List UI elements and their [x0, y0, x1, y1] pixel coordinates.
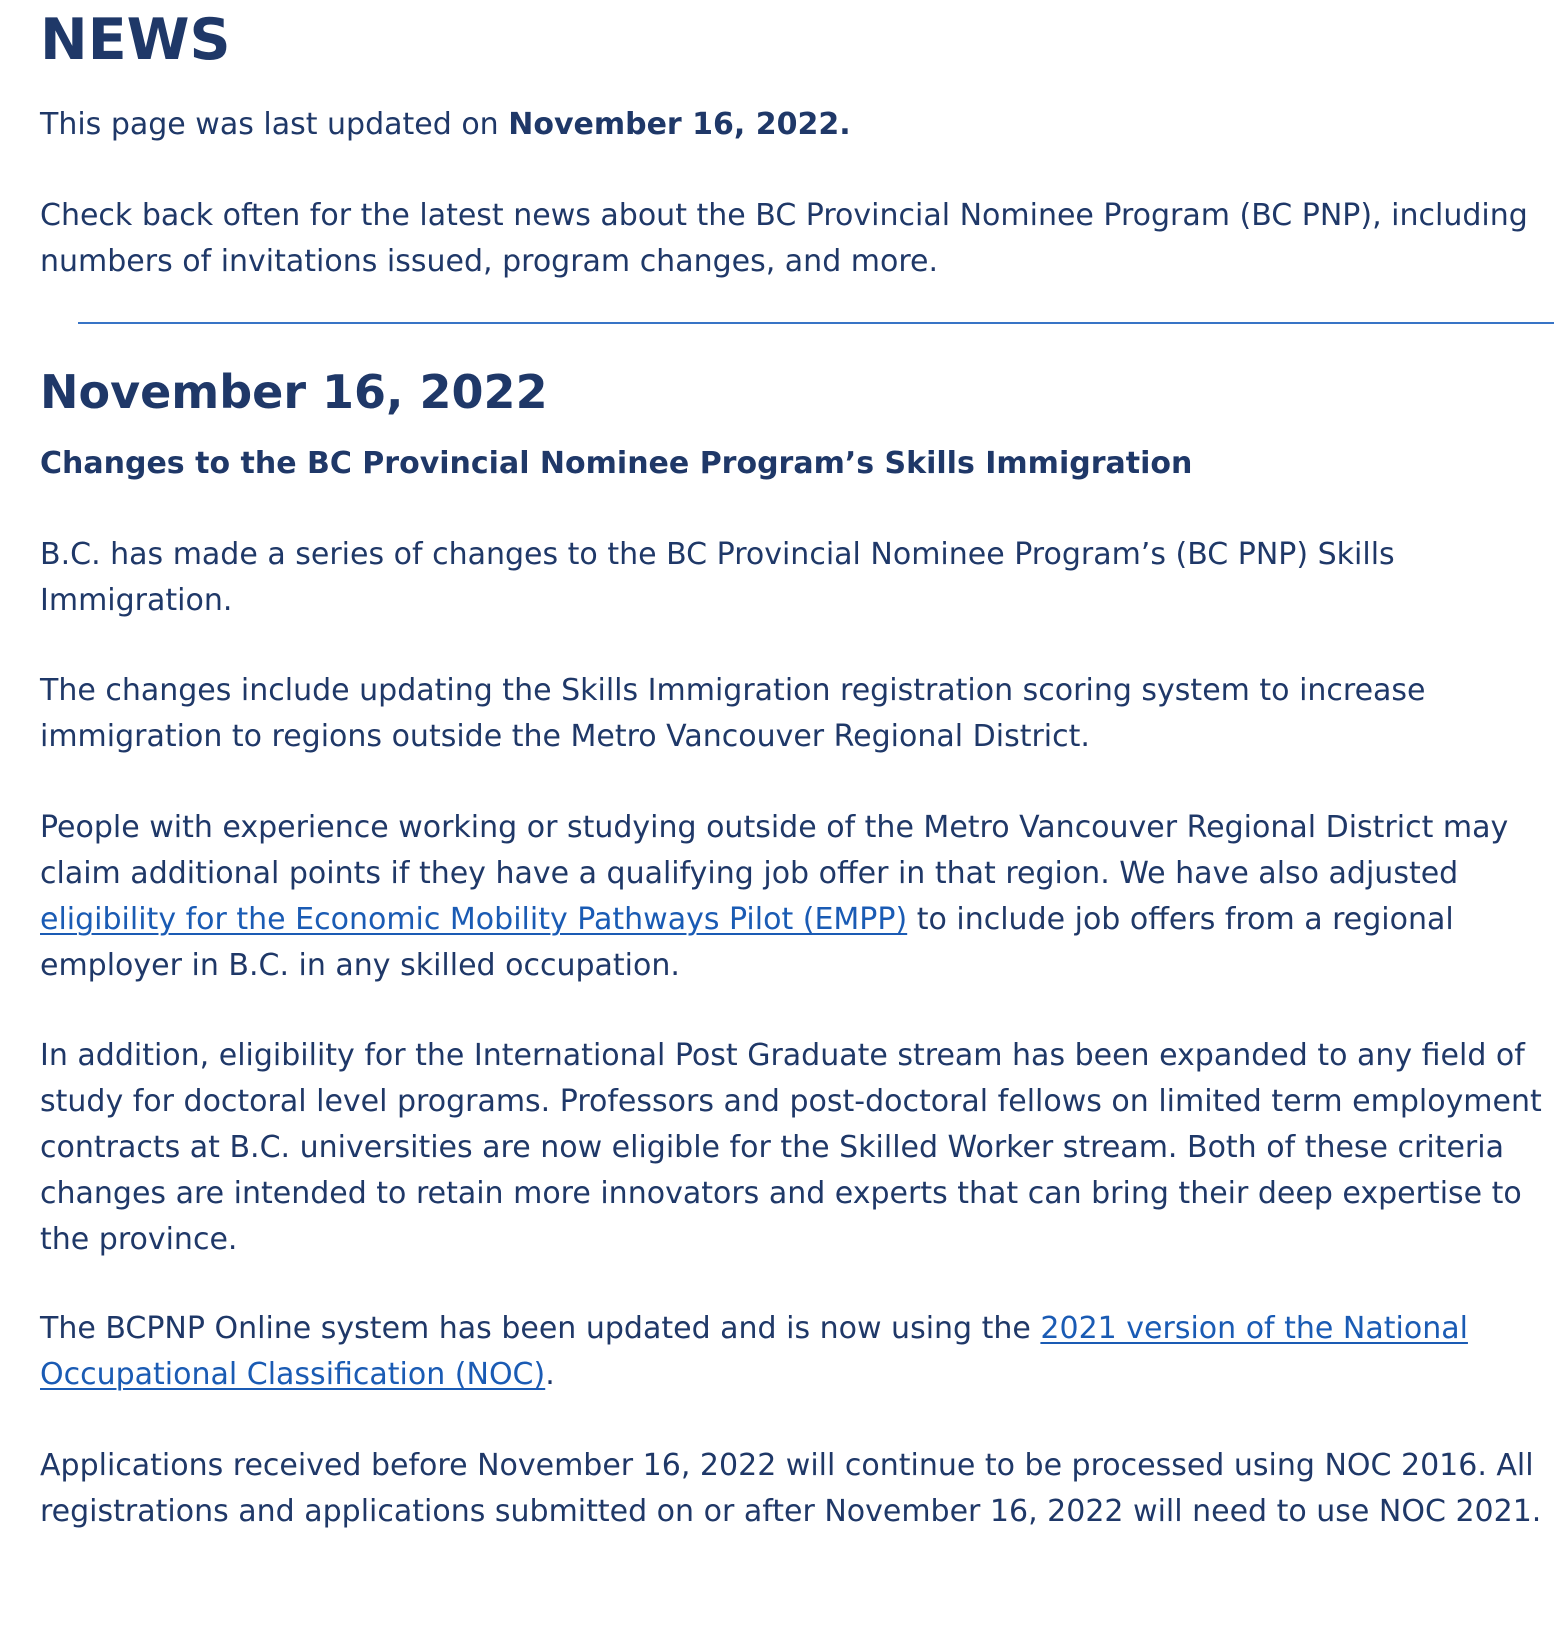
entry-paragraph-3 — [40, 805, 1520, 989]
entry-subtitle: Changes to the BC Provincial Nominee Program’s Skills Immigration — [40, 446, 1193, 481]
noc-2021-link[interactable]: 2021 version of the National — [1040, 1311, 1468, 1346]
paragraph-line: the province. — [40, 1222, 238, 1257]
intro-line: numbers of invitations issued, program changes, and more. — [40, 244, 939, 279]
section-divider — [78, 322, 1554, 324]
entry-paragraph-5 — [40, 1306, 1520, 1398]
paragraph-line: claim additional points if they have a qualifying job offer in that region. We have also adjusted — [40, 856, 1459, 891]
intro-line: Check back often for the latest news about the BC Provincial Nominee Program (BC PNP), including — [40, 198, 1528, 233]
entry-paragraph-4 — [40, 1033, 1542, 1263]
paragraph-line: contracts at B.C. universities are now eligible for the Skilled Worker stream. Both of these criteria — [40, 1130, 1504, 1165]
paragraph-period: . — [545, 1357, 555, 1392]
paragraph-line: changes are intended to retain more innovators and experts that can bring their deep expertise to — [40, 1176, 1522, 1211]
paragraph-line: immigration to regions outside the Metro Vancouver Regional District. — [40, 719, 1090, 754]
last-updated-prefix: This page was last updated on — [40, 107, 509, 142]
paragraph-line: The changes include updating the Skills Immigration registration scoring system to increase — [40, 673, 1426, 708]
paragraph-line: registrations and applications submitted on or after November 16, 2022 will need to use NOC 2021. — [40, 1494, 1542, 1529]
empp-eligibility-link[interactable]: eligibility for the Economic Mobility Pathways Pilot (EMPP) — [40, 902, 908, 937]
paragraph-line: Immigration. — [40, 583, 233, 618]
paragraph-line: study for doctoral level programs. Professors and post-doctoral fellows on limited term employment — [40, 1084, 1542, 1119]
entry-date-heading: November 16, 2022 — [40, 365, 548, 419]
paragraph-line: Applications received before November 16, 2022 will continue to be processed using NOC 2016. All — [40, 1448, 1534, 1483]
last-updated-date: November 16, 2022. — [508, 107, 851, 142]
entry-paragraph-1 — [40, 532, 1520, 624]
page-title: NEWS — [40, 7, 231, 73]
last-updated-text — [40, 102, 1520, 148]
paragraph-line: to include job offers from a regional — [907, 902, 1454, 937]
paragraph-line: B.C. has made a series of changes to the BC Provincial Nominee Program’s (BC PNP) Skills — [40, 537, 1395, 572]
paragraph-line: The BCPNP Online system has been updated and is now using the — [40, 1311, 1041, 1346]
noc-2021-link-continued[interactable]: Occupational Classification (NOC) — [40, 1357, 546, 1392]
intro-description — [40, 193, 1528, 285]
paragraph-line: employer in B.C. in any skilled occupation. — [40, 948, 680, 983]
paragraph-line: People with experience working or studying outside of the Metro Vancouver Regional District may — [40, 810, 1509, 845]
entry-paragraph-2 — [40, 668, 1520, 760]
paragraph-line: In addition, eligibility for the International Post Graduate stream has been expanded to any field of — [40, 1038, 1525, 1073]
entry-paragraph-6 — [40, 1443, 1542, 1535]
